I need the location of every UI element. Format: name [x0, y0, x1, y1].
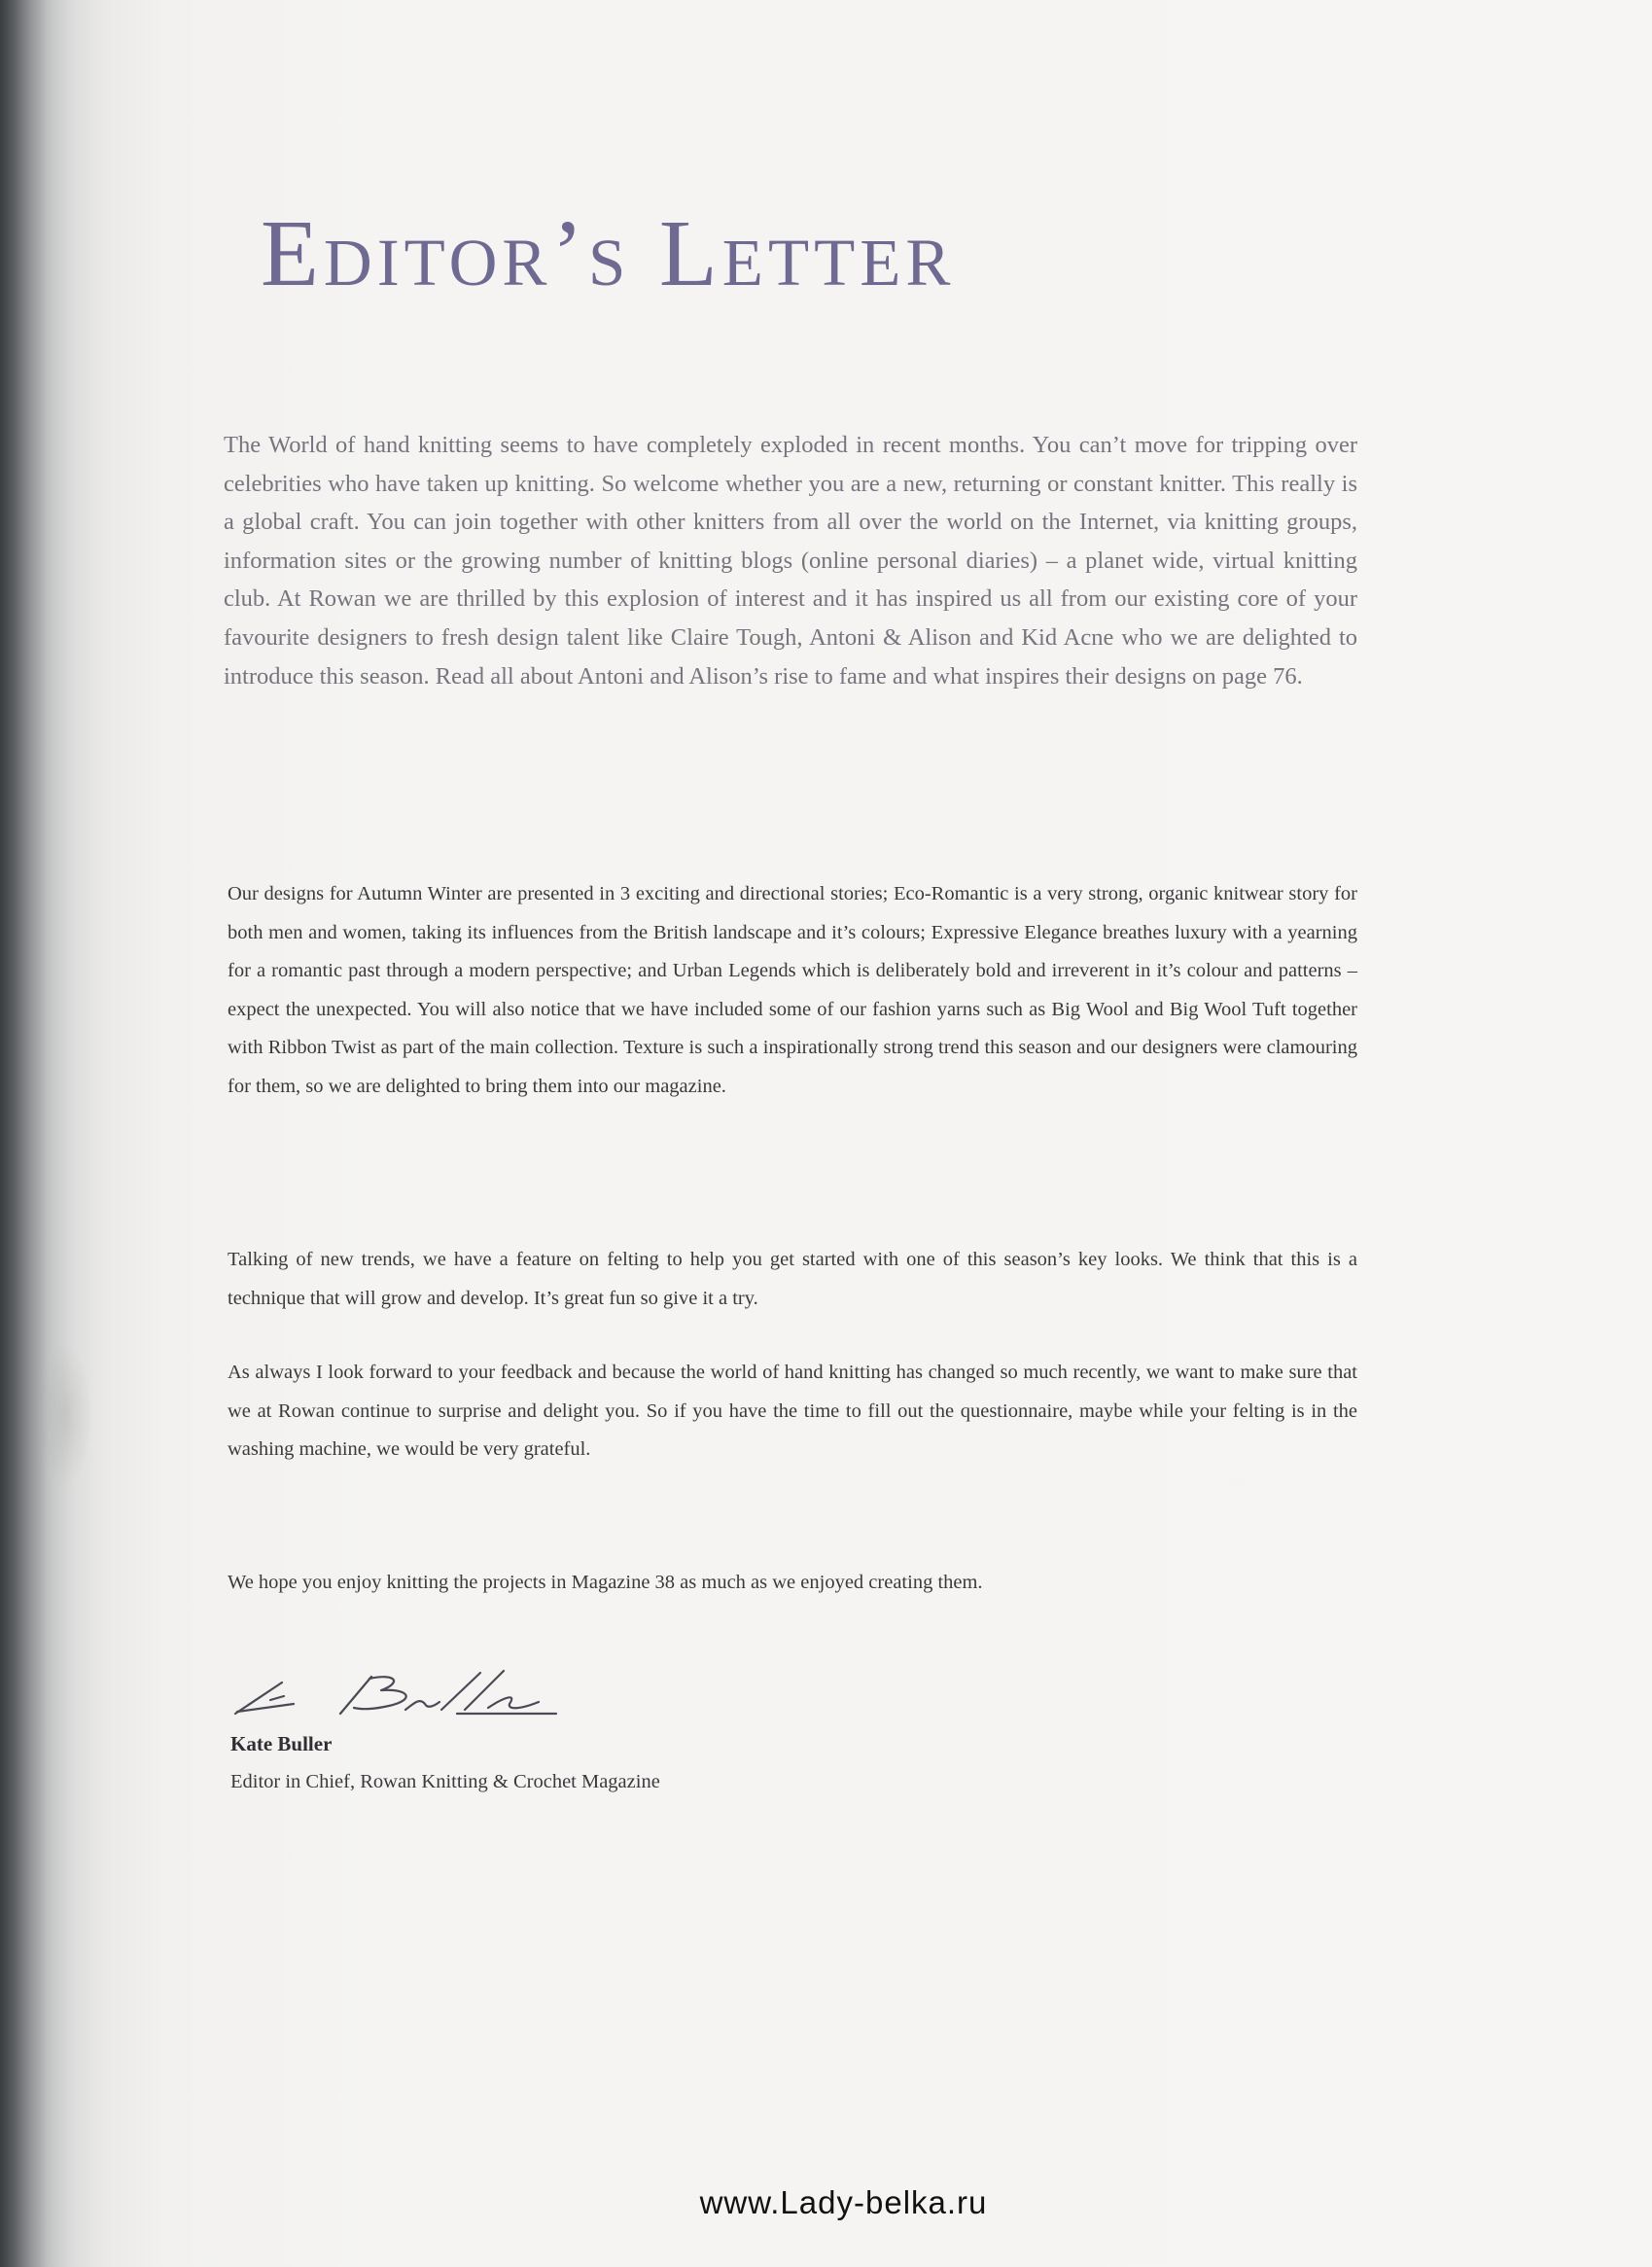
signature-role: Editor in Chief, Rowan Knitting & Crochet Magazine: [230, 1771, 660, 1792]
scan-smudge: [39, 1342, 92, 1488]
body-paragraph-closing: We hope you enjoy knitting the projects in Magazine 38 as much as we enjoyed creating them.: [228, 1572, 983, 1593]
body-paragraph-designs: Our designs for Autumn Winter are presented in 3 exciting and directional stories; Eco-Romantic is a very strong, organic knitwear story for both men and women, taking its influences from the British landscape and it’s colours; Expressive Elegance breathes luxury with a yearning for a romantic past through a modern perspective; and Urban Legends which is deliberately bold and irreverent in it’s colour and patterns – expect the unexpected. You will also notice that we have included some of our fashion yarns such as Big Wool and Big Wool Tuft together with Ribbon Twist as part of the main collection. Texture is such a inspirationally strong trend this season and our designers were clamouring for them, so we are delighted to bring them into our magazine.: [228, 883, 1357, 1097]
page-title: Editor’s Letter: [261, 201, 956, 306]
handwritten-signature: [226, 1653, 692, 1731]
intro-paragraph: The World of hand knitting seems to have completely exploded in recent months. You can’t move for tripping over celebrities who have taken up knitting. So welcome whether you are a new, returning or constant knitter. This really is a global craft. You can join together with other knitters from all over the world on the Internet, via knitting groups, information sites or the growing number of knitting blogs (online personal diaries) – a planet wide, virtual knitting club. At Rowan we are thrilled by this explosion of interest and it has inspired us all from our existing core of your favourite designers to fresh design talent like Claire Tough, Antoni & Alison and Kid Acne who we are delighted to introduce this season. Read all about Antoni and Alison’s rise to fame and what inspires their designs on page 76.: [224, 432, 1357, 690]
body-paragraph-felting: Talking of new trends, we have a feature on felting to help you get started with one of this season’s key looks. We think that this is a technique that will grow and develop. It’s great fun so give it a try.: [228, 1249, 1357, 1309]
body-paragraph-feedback: As always I look forward to your feedback and because the world of hand knitting has changed so much recently, we want to make sure that we at Rowan continue to surprise and delight you. So if you have the time to fill out the questionnaire, maybe while your felting is in the washing machine, we would be very grateful.: [228, 1362, 1357, 1461]
signature-name: Kate Buller: [230, 1732, 333, 1755]
watermark-url: www.Lady-belka.ru: [699, 2184, 988, 2220]
